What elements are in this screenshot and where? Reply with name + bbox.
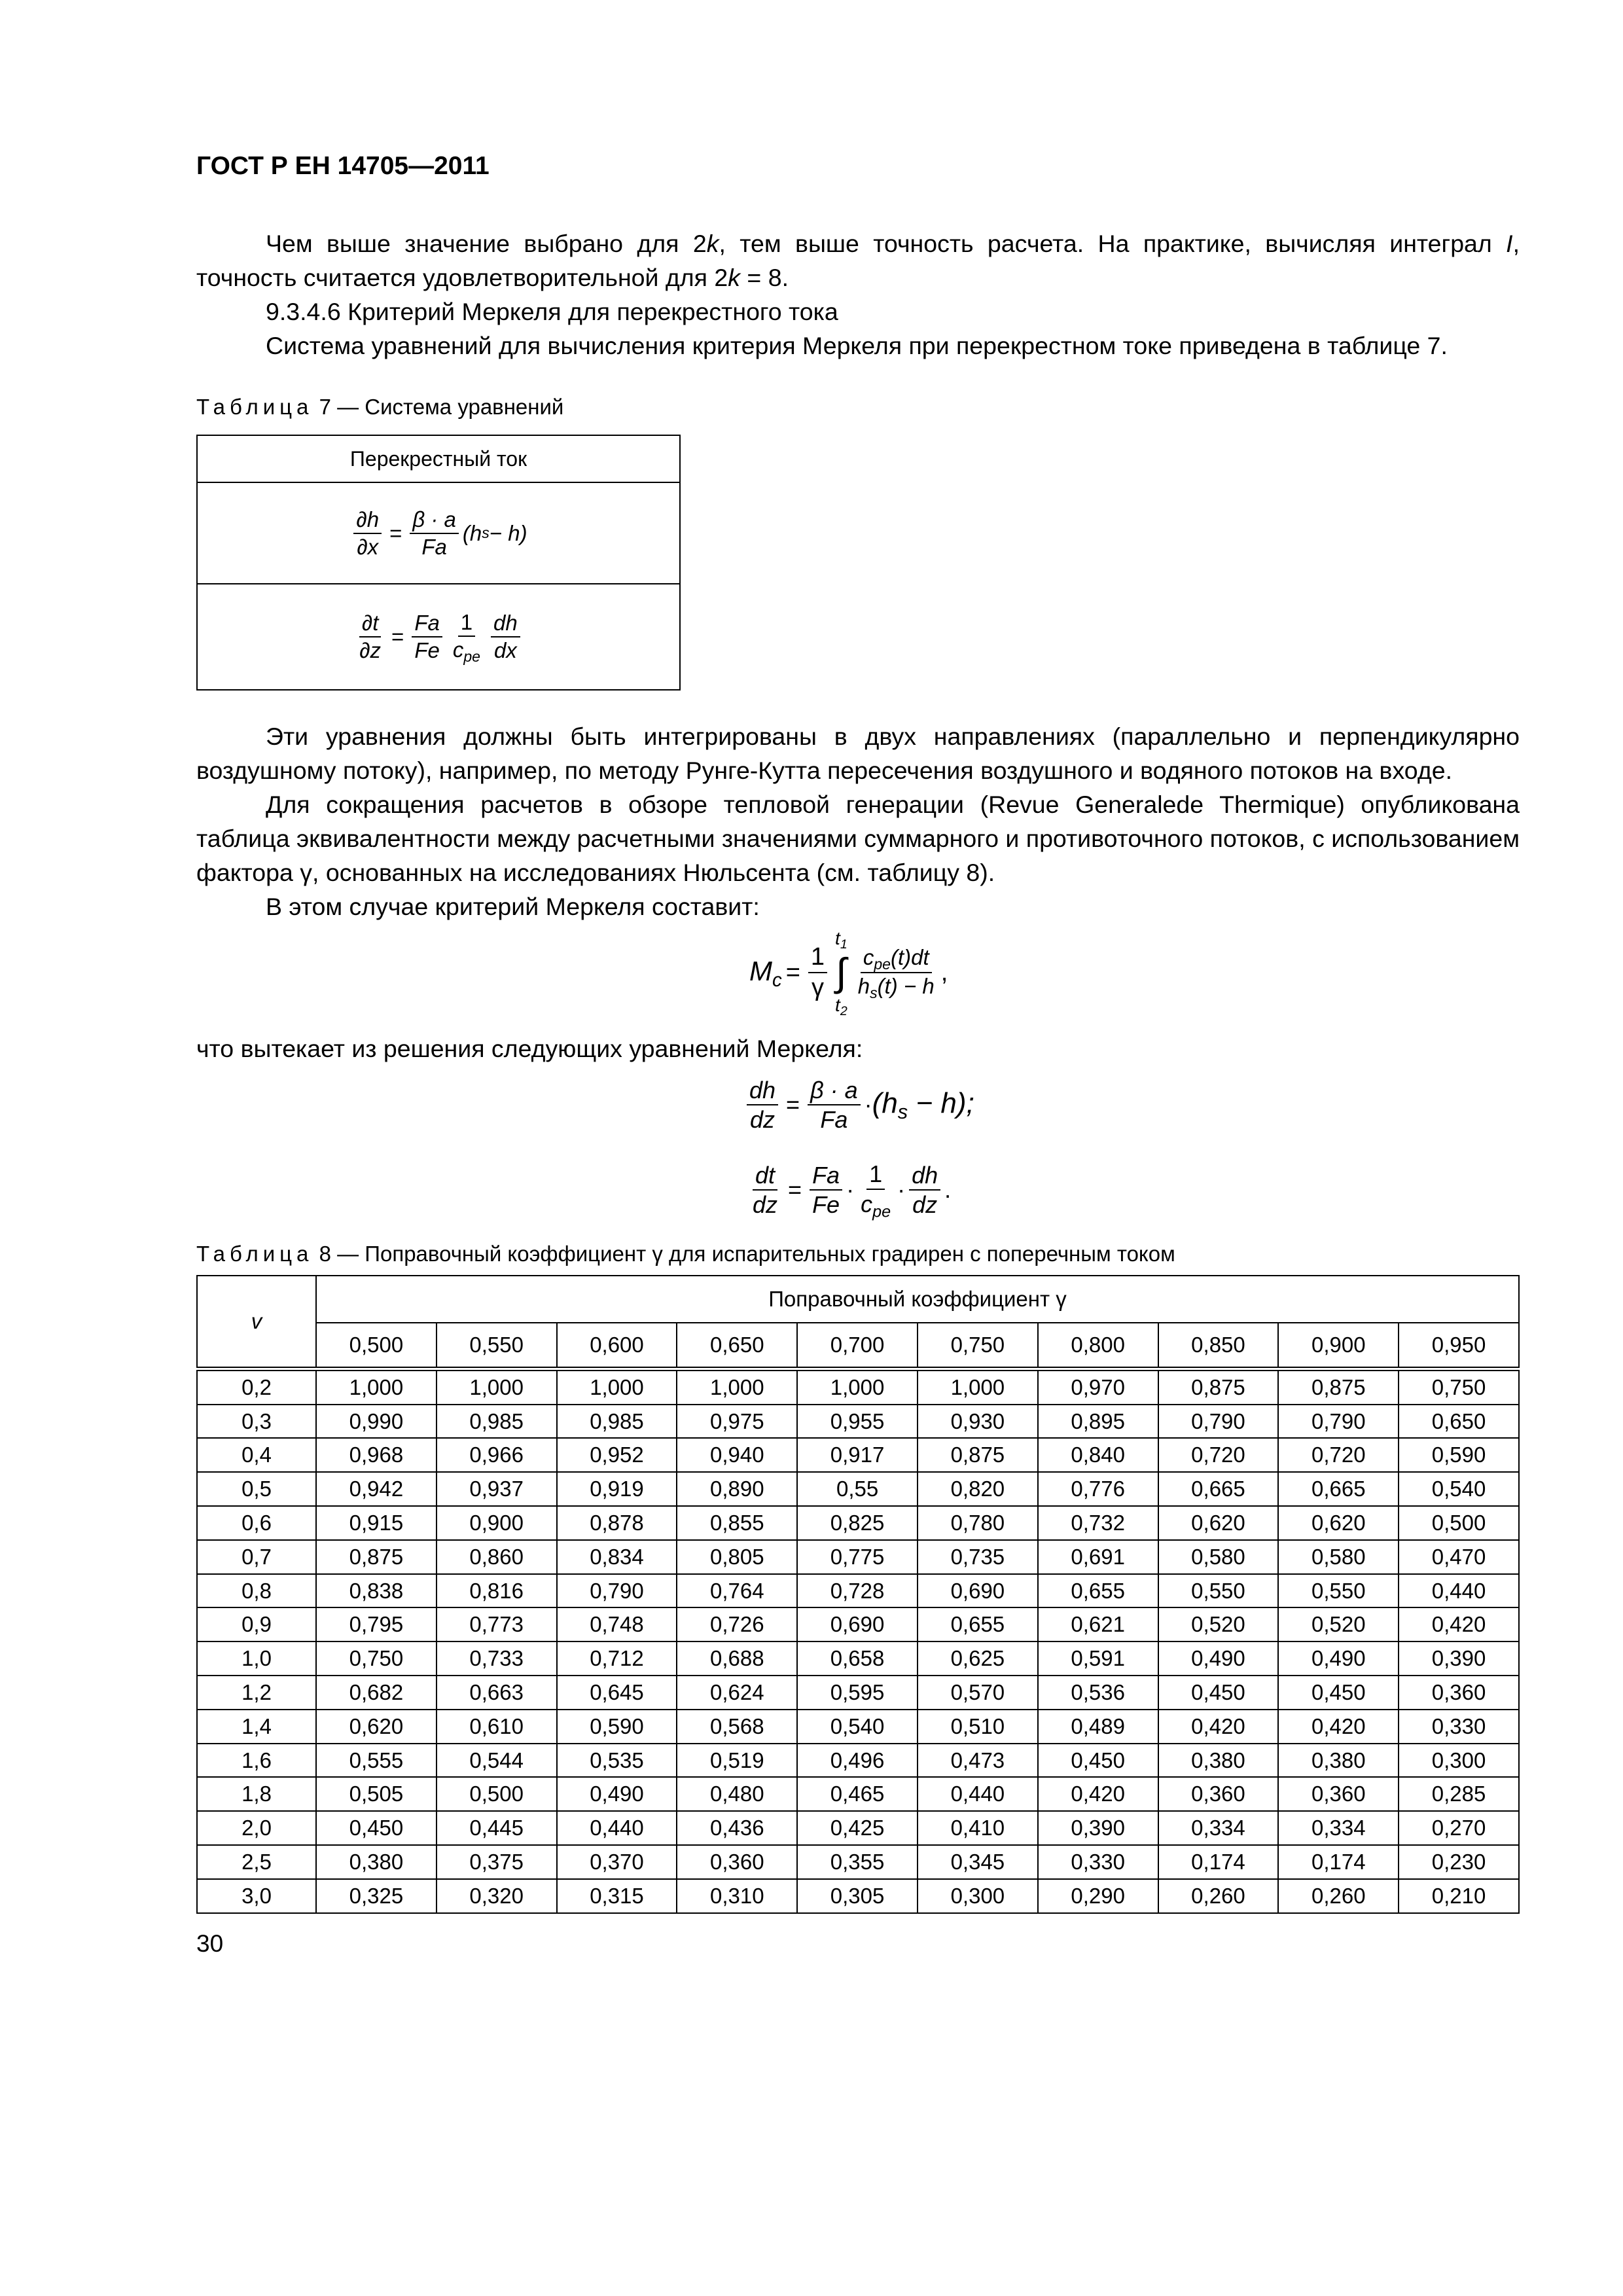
term: M	[749, 956, 772, 987]
table7-equation-2	[198, 584, 679, 689]
table-cell: 0,390	[1399, 1641, 1519, 1676]
table-cell: 0,555	[316, 1744, 437, 1778]
table-cell: 0,440	[1399, 1574, 1519, 1608]
table-cell: 0,915	[316, 1506, 437, 1540]
integral	[835, 927, 847, 1018]
numerator: 1	[808, 942, 827, 974]
table-cell: 0,748	[557, 1607, 677, 1641]
column-header: 0,900	[1278, 1323, 1399, 1369]
table-cell: 0,838	[316, 1574, 437, 1608]
table-cell: 0,790	[1158, 1405, 1279, 1439]
subscript: pe	[463, 647, 481, 665]
table-cell: 0,410	[918, 1811, 1038, 1845]
table-cell: 0,990	[316, 1405, 437, 1439]
lower-limit: t	[835, 995, 840, 1016]
table-cell: 0,655	[918, 1607, 1038, 1641]
document-header: ГОСТ Р ЕН 14705—2011	[196, 152, 490, 180]
table-cell: 0,624	[677, 1676, 797, 1710]
table-cell: 0,535	[557, 1744, 677, 1778]
text: , тем выше точность расчета. На практике, вычисляя интеграл	[719, 230, 1507, 257]
column-header: 0,550	[437, 1323, 557, 1369]
table-cell: 0,895	[1038, 1405, 1158, 1439]
row-v-value: 0,2	[197, 1369, 316, 1404]
paragraph-revue: Для сокращения расчетов в обзоре тепловой генерации (Revue Generalede Thermique) опубликована таблица эквивалентности между расчетными значениями суммарного и противоточного потоков, с использованием фактора γ, основанных на исследованиях Нюльсента (см. таблицу 8).	[196, 791, 1520, 886]
punctuation: ,	[940, 958, 948, 986]
table-cell: 0,380	[1158, 1744, 1279, 1778]
table-cell: 0,875	[918, 1438, 1038, 1472]
table-cell: 0,733	[437, 1641, 557, 1676]
section-title: Критерий Меркеля для перекрестного тока	[348, 298, 838, 325]
table-cell: 0,620	[1158, 1506, 1279, 1540]
row-v-value: 1,2	[197, 1676, 316, 1710]
caption-text: — Поправочный коэффициент γ для испарительных градирен с поперечным током	[337, 1242, 1175, 1266]
table-cell: 0,860	[437, 1540, 557, 1574]
table-cell: 0,230	[1399, 1845, 1519, 1879]
formula-dt-dz	[746, 1160, 1520, 1220]
denominator: Fe	[812, 1191, 840, 1219]
table-cell: 0,370	[557, 1845, 677, 1879]
table-cell: 0,360	[677, 1845, 797, 1879]
table-cell: 1,000	[557, 1369, 677, 1404]
table-cell: 0,465	[797, 1777, 918, 1811]
term: (t) − h	[877, 974, 935, 999]
table-cell: 0,520	[1158, 1607, 1279, 1641]
row-v-value: 3,0	[197, 1879, 316, 1913]
table-cell: 0,665	[1278, 1472, 1399, 1506]
table-cell: 0,380	[316, 1845, 437, 1879]
table-cell: 0,505	[316, 1777, 437, 1811]
numerator: ∂h	[353, 507, 382, 534]
page-content	[196, 149, 1520, 1960]
denominator: Fe	[414, 637, 440, 662]
table-row	[197, 1369, 1519, 1404]
table-cell: 0,590	[1399, 1438, 1519, 1472]
table-cell: 0,968	[316, 1438, 437, 1472]
denominator: Fa	[421, 534, 447, 559]
table-cell: 0,688	[677, 1641, 797, 1676]
table-cell: 0,360	[1278, 1777, 1399, 1811]
table-cell: 0,890	[677, 1472, 797, 1506]
table-cell: 0,919	[557, 1472, 677, 1506]
table7	[196, 435, 681, 691]
table-cell: 0,750	[316, 1641, 437, 1676]
table-cell: 0,330	[1399, 1710, 1519, 1744]
table8-body	[197, 1369, 1519, 1912]
table-cell: 0,776	[1038, 1472, 1158, 1506]
table-cell: 0,490	[557, 1777, 677, 1811]
table-cell: 0,591	[1038, 1641, 1158, 1676]
row-v-value: 1,6	[197, 1744, 316, 1778]
table-cell: 0,750	[1399, 1369, 1519, 1404]
table-cell: 0,930	[918, 1405, 1038, 1439]
table-cell: 0,436	[677, 1811, 797, 1845]
subscript: 1	[840, 937, 847, 952]
table-cell: 0,650	[1399, 1405, 1519, 1439]
table-cell: 0,805	[677, 1540, 797, 1574]
table-cell: 0,735	[918, 1540, 1038, 1574]
table-cell: 0,975	[677, 1405, 797, 1439]
denominator: ∂x	[357, 534, 379, 559]
table-cell: 0,480	[677, 1777, 797, 1811]
table-cell: 0,780	[918, 1506, 1038, 1540]
dot: ·	[864, 1091, 872, 1119]
table-cell: 0,820	[918, 1472, 1038, 1506]
table-cell: 0,840	[1038, 1438, 1158, 1472]
table-cell: 0,450	[316, 1811, 437, 1845]
table-row	[197, 1845, 1519, 1879]
table-cell: 0,470	[1399, 1540, 1519, 1574]
table-cell: 0,795	[316, 1607, 437, 1641]
table-cell: 0,728	[797, 1574, 918, 1608]
numerator: Fa	[810, 1161, 842, 1191]
table-cell: 0,690	[797, 1607, 918, 1641]
table-cell: 0,645	[557, 1676, 677, 1710]
table-cell: 0,966	[437, 1438, 557, 1472]
table-cell: 0,720	[1158, 1438, 1279, 1472]
table-cell: 0,855	[677, 1506, 797, 1540]
var-i: I	[1506, 230, 1513, 257]
column-header: 0,500	[316, 1323, 437, 1369]
table-cell: 0,300	[1399, 1744, 1519, 1778]
term: − h)	[489, 520, 527, 545]
table-cell: 0,937	[437, 1472, 557, 1506]
table-cell: 0,658	[797, 1641, 918, 1676]
table-cell: 0,496	[797, 1744, 918, 1778]
table-cell: 0,380	[1278, 1744, 1399, 1778]
row-v-value: 2,5	[197, 1845, 316, 1879]
column-header: 0,950	[1399, 1323, 1519, 1369]
row-v-value: 1,4	[197, 1710, 316, 1744]
table-cell: 0,663	[437, 1676, 557, 1710]
table-cell: 0,720	[1278, 1438, 1399, 1472]
column-header: 0,600	[557, 1323, 677, 1369]
term: (t)dt	[891, 945, 929, 970]
table-cell: 0,420	[1158, 1710, 1279, 1744]
table-cell: 0,330	[1038, 1845, 1158, 1879]
table-cell: 0,420	[1278, 1710, 1399, 1744]
table-cell: 0,210	[1399, 1879, 1519, 1913]
table-cell: 0,825	[797, 1506, 918, 1540]
table-cell: 0,55	[797, 1472, 918, 1506]
numerator: dh	[909, 1161, 940, 1191]
table-cell: 0,655	[1038, 1574, 1158, 1608]
table-cell: 1,000	[437, 1369, 557, 1404]
table-cell: 0,519	[677, 1744, 797, 1778]
paragraph-system: Система уравнений для вычисления критерия Меркеля при перекрестном токе приведена в таблице 7.	[266, 332, 1448, 359]
row-v-value: 1,8	[197, 1777, 316, 1811]
subscript: pe	[872, 1202, 891, 1221]
table-row	[197, 1438, 1519, 1472]
denominator: dx	[493, 637, 517, 662]
row-v-value: 0,9	[197, 1607, 316, 1641]
text: Чем выше значение выбрано для 2	[266, 230, 707, 257]
table-cell: 0,940	[677, 1438, 797, 1472]
table-cell: 0,625	[918, 1641, 1038, 1676]
table-cell: 0,360	[1399, 1676, 1519, 1710]
table-cell: 0,489	[1038, 1710, 1158, 1744]
row-v-value: 0,3	[197, 1405, 316, 1439]
term: (h	[872, 1087, 898, 1120]
table-row	[197, 1676, 1519, 1710]
table-cell: 0,174	[1278, 1845, 1399, 1879]
table-cell: 0,270	[1399, 1811, 1519, 1845]
table-cell: 0,260	[1278, 1879, 1399, 1913]
table-cell: 0,732	[1038, 1506, 1158, 1540]
text: , точность считается удовлетворительной для 2	[196, 230, 1520, 291]
table-cell: 0,510	[918, 1710, 1038, 1744]
subscript: pe	[874, 956, 891, 973]
numerator: ∂t	[359, 610, 381, 637]
table-cell: 0,550	[1158, 1574, 1279, 1608]
table-row	[197, 1574, 1519, 1608]
table-cell: 0,875	[316, 1540, 437, 1574]
subscript: s	[870, 984, 878, 1002]
table8-caption	[196, 1240, 1520, 1268]
table-cell: 0,490	[1158, 1641, 1279, 1676]
equals: =	[389, 520, 402, 545]
table-row	[197, 1607, 1519, 1641]
table-cell: 0,550	[1278, 1574, 1399, 1608]
table-row	[197, 1472, 1519, 1506]
table-cell: 0,360	[1158, 1777, 1279, 1811]
table-cell: 0,450	[1158, 1676, 1279, 1710]
column-header: 0,650	[677, 1323, 797, 1369]
table-cell: 0,610	[437, 1710, 557, 1744]
column-header: 0,750	[918, 1323, 1038, 1369]
table-cell: 0,355	[797, 1845, 918, 1879]
caption-number: 7	[319, 395, 331, 419]
table-row	[197, 1641, 1519, 1676]
equals: =	[788, 1176, 802, 1204]
table-cell: 0,665	[1158, 1472, 1279, 1506]
group-header: Поправочный коэффициент γ	[316, 1276, 1519, 1323]
var-k: k	[728, 264, 740, 291]
var-k: k	[706, 230, 719, 257]
table-cell: 0,310	[677, 1879, 797, 1913]
table-cell: 0,875	[1158, 1369, 1279, 1404]
subscript: s	[897, 1100, 908, 1124]
table-cell: 0,544	[437, 1744, 557, 1778]
numerator: dh	[747, 1076, 778, 1105]
text: = 8.	[740, 264, 789, 291]
table-cell: 0,540	[1399, 1472, 1519, 1506]
table-cell: 0,334	[1278, 1811, 1399, 1845]
numerator: 1	[866, 1160, 885, 1189]
row-v-value: 0,7	[197, 1540, 316, 1574]
table-cell: 0,985	[437, 1405, 557, 1439]
table-cell: 0,260	[1158, 1879, 1279, 1913]
subscript: 2	[840, 1004, 847, 1019]
equals: =	[785, 958, 800, 986]
table-cell: 0,726	[677, 1607, 797, 1641]
table-cell: 0,917	[797, 1438, 918, 1472]
numerator: Fa	[412, 610, 442, 637]
table-cell: 0,520	[1278, 1607, 1399, 1641]
table-cell: 0,390	[1038, 1811, 1158, 1845]
row-v-value: 1,0	[197, 1641, 316, 1676]
table-row	[197, 1777, 1519, 1811]
table-cell: 0,334	[1158, 1811, 1279, 1845]
numerator: 1	[458, 609, 475, 637]
numerator: dh	[491, 610, 520, 637]
paragraph-accuracy	[196, 226, 1520, 295]
subscript: s	[482, 524, 490, 541]
table-cell: 0,490	[1278, 1641, 1399, 1676]
table-cell: 0,900	[437, 1506, 557, 1540]
table-cell: 0,773	[437, 1607, 557, 1641]
row-v-value: 0,6	[197, 1506, 316, 1540]
table-cell: 0,970	[1038, 1369, 1158, 1404]
table-cell: 0,775	[797, 1540, 918, 1574]
table-cell: 0,878	[557, 1506, 677, 1540]
paragraph-merkel-equations: что вытекает из решения следующих уравнений Меркеля:	[196, 1034, 863, 1062]
dot: ·	[897, 1176, 906, 1204]
table-cell: 0,325	[316, 1879, 437, 1913]
table-cell: 0,620	[1278, 1506, 1399, 1540]
denominator: c	[861, 1190, 873, 1217]
denominator: h	[857, 974, 870, 999]
denominator: γ	[811, 974, 824, 1002]
table-cell: 0,440	[557, 1811, 677, 1845]
table-cell: 0,682	[316, 1676, 437, 1710]
table-cell: 0,440	[918, 1777, 1038, 1811]
table-cell: 0,875	[1278, 1369, 1399, 1404]
table-row	[197, 1540, 1519, 1574]
table-cell: 0,568	[677, 1710, 797, 1744]
table8	[196, 1275, 1520, 1913]
denominator: ∂z	[359, 637, 382, 662]
table-cell: 0,320	[437, 1879, 557, 1913]
integral-sign: ∫	[836, 950, 847, 995]
term: − h);	[908, 1087, 974, 1120]
numerator: β · a	[808, 1076, 861, 1105]
table-cell: 0,816	[437, 1574, 557, 1608]
upper-limit: t	[835, 928, 840, 948]
table-cell: 1,000	[797, 1369, 918, 1404]
table-cell: 0,834	[557, 1540, 677, 1574]
numerator: dt	[753, 1161, 777, 1191]
denominator: dz	[912, 1191, 938, 1219]
table-cell: 0,690	[918, 1574, 1038, 1608]
formula-merkel-criterion	[749, 927, 1520, 1018]
section-number: 9.3.4.6	[266, 298, 341, 325]
punctuation: .	[944, 1176, 952, 1204]
table-cell: 0,290	[1038, 1879, 1158, 1913]
table-cell: 0,952	[557, 1438, 677, 1472]
table-row	[197, 1879, 1519, 1913]
denominator: Fa	[820, 1106, 848, 1134]
table-row	[197, 1744, 1519, 1778]
row-header-v: v	[197, 1276, 316, 1369]
table-cell: 0,712	[557, 1641, 677, 1676]
table-cell: 0,540	[797, 1710, 918, 1744]
table-cell: 0,570	[918, 1676, 1038, 1710]
row-v-value: 0,5	[197, 1472, 316, 1506]
row-v-value: 2,0	[197, 1811, 316, 1845]
table-cell: 0,305	[797, 1879, 918, 1913]
table-cell: 0,536	[1038, 1676, 1158, 1710]
table-cell: 0,500	[1399, 1506, 1519, 1540]
section-heading	[196, 295, 1520, 329]
table-cell: 1,000	[677, 1369, 797, 1404]
table-cell: 0,315	[557, 1879, 677, 1913]
column-header: 0,700	[797, 1323, 918, 1369]
table-cell: 0,764	[677, 1574, 797, 1608]
table-row	[197, 1710, 1519, 1744]
caption-text: — Система уравнений	[337, 395, 564, 419]
table-cell: 0,345	[918, 1845, 1038, 1879]
table-row	[197, 1405, 1519, 1439]
denominator: dz	[750, 1106, 776, 1134]
table-cell: 0,425	[797, 1811, 918, 1845]
table-cell: 0,595	[797, 1676, 918, 1710]
table-cell: 0,500	[437, 1777, 557, 1811]
table7-header: Перекрестный ток	[198, 436, 679, 483]
table-row	[197, 1506, 1519, 1540]
column-headers	[197, 1323, 1519, 1369]
paragraph-integration: Эти уравнения должны быть интегрированы в двух направлениях (параллельно и перпендикулярно воздушному потоку), например, по методу Рунге-Кутта пересечения воздушного и водяного потоков на входе.	[196, 723, 1520, 784]
table-cell: 0,580	[1158, 1540, 1279, 1574]
formula-dh-dz	[743, 1076, 1520, 1134]
row-v-value: 0,4	[197, 1438, 316, 1472]
table-cell: 0,445	[437, 1811, 557, 1845]
caption-number: 8	[319, 1242, 331, 1266]
term: (h	[462, 520, 482, 545]
table-cell: 0,590	[557, 1710, 677, 1744]
numerator: c	[863, 945, 874, 970]
denominator: c	[452, 637, 464, 662]
table-cell: 0,375	[437, 1845, 557, 1879]
table-cell: 0,420	[1038, 1777, 1158, 1811]
table-cell: 0,985	[557, 1405, 677, 1439]
numerator: β · a	[410, 507, 459, 534]
table-cell: 0,285	[1399, 1777, 1519, 1811]
row-v-value: 0,8	[197, 1574, 316, 1608]
page-number: 30	[196, 1929, 224, 1957]
table-cell: 0,450	[1038, 1744, 1158, 1778]
table7-equation-1	[198, 483, 679, 584]
table-cell: 0,450	[1278, 1676, 1399, 1710]
table-cell: 0,955	[797, 1405, 918, 1439]
table-cell: 1,000	[918, 1369, 1038, 1404]
table-cell: 0,420	[1399, 1607, 1519, 1641]
caption-label: Таблица	[196, 1242, 313, 1266]
caption-label: Таблица	[196, 395, 313, 419]
table7-caption	[196, 393, 1520, 422]
column-header: 0,800	[1038, 1323, 1158, 1369]
table-cell: 0,942	[316, 1472, 437, 1506]
table-row	[197, 1811, 1519, 1845]
equals: =	[391, 624, 404, 649]
denominator: dz	[753, 1191, 778, 1219]
subscript: c	[772, 969, 782, 992]
column-header: 0,850	[1158, 1323, 1279, 1369]
table-cell: 1,000	[316, 1369, 437, 1404]
table-cell: 0,790	[1278, 1405, 1399, 1439]
paragraph-merkel-intro: В этом случае критерий Меркеля составит:	[266, 893, 760, 920]
table-cell: 0,691	[1038, 1540, 1158, 1574]
dot: ·	[846, 1176, 855, 1204]
table-cell: 0,620	[316, 1710, 437, 1744]
table-cell: 0,300	[918, 1879, 1038, 1913]
table-cell: 0,790	[557, 1574, 677, 1608]
equals: =	[786, 1091, 800, 1119]
table-cell: 0,580	[1278, 1540, 1399, 1574]
table-cell: 0,473	[918, 1744, 1038, 1778]
table-cell: 0,174	[1158, 1845, 1279, 1879]
table-cell: 0,621	[1038, 1607, 1158, 1641]
